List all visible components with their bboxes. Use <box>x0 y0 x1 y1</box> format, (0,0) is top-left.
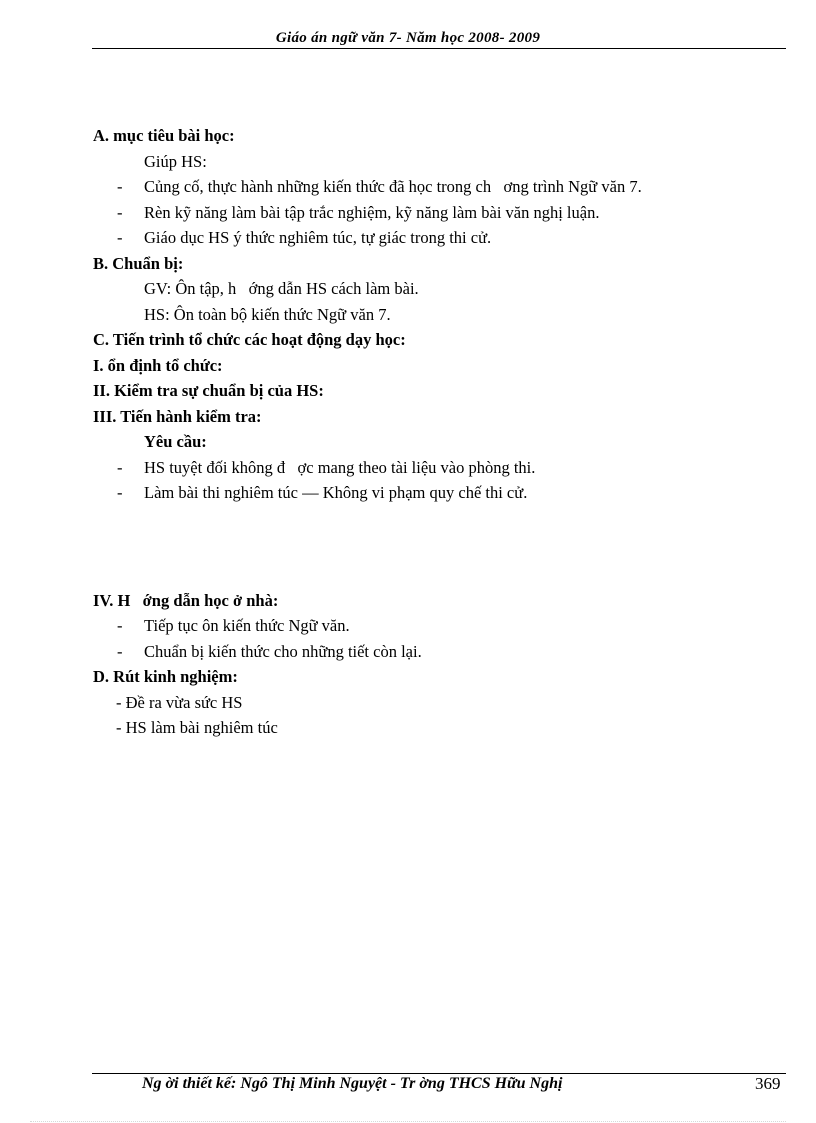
list-item: - Làm bài thi nghiêm túc — Không vi phạm quy chế thi cử. <box>117 483 528 502</box>
page-bottom-dotted-line <box>30 1121 786 1122</box>
list-item: - HS tuyệt đối không đ ợc mang theo tài liệu vào phòng thi. <box>117 457 536 477</box>
document-body <box>93 123 773 741</box>
list-item: - Chuẩn bị kiến thức cho những tiết còn lại. <box>117 641 422 661</box>
list-item-text: Giáo dục HS ý thức nghiêm túc, tự giác trong thi cử. <box>144 228 492 247</box>
list-item-text: Rèn kỹ năng làm bài tập trắc nghiệm, kỹ năng làm bài văn nghị luận. <box>144 202 600 222</box>
list-item-text: Củng cố, thực hành những kiến thức đã học trong ch ơng trình Ngữ văn 7. <box>144 177 642 196</box>
page-number: 369 <box>755 1074 781 1093</box>
section-b-gv: GV: Ôn tập, h ớng dẫn HS cách làm bài. <box>144 279 419 298</box>
list-item: - HS làm bài nghiêm túc <box>116 718 278 737</box>
list-item: - Củng cố, thực hành những kiến thức đã học trong ch ơng trình Ngữ văn 7. <box>117 177 642 196</box>
header-rule <box>92 48 786 49</box>
list-item: - Đề ra vừa sức HS <box>116 692 243 712</box>
list-item-text: Làm bài thi nghiêm túc — Không vi phạm quy chế thi cử. <box>144 483 528 502</box>
spacer <box>93 506 773 588</box>
page-header-title: Giáo án ngữ văn 7- Năm học 2008- 2009 <box>275 30 541 46</box>
section-c-iii: III. Tiến hành kiểm tra: <box>93 406 262 426</box>
section-c-i: I. ổn định tổ chức: <box>93 355 223 375</box>
list-item: - Rèn kỹ năng làm bài tập trắc nghiệm, kỹ năng làm bài văn nghị luận. <box>117 202 600 222</box>
section-a-intro: Giúp HS: <box>144 151 207 171</box>
list-item-text: HS tuyệt đối không đ ợc mang theo tài liệu vào phòng thi. <box>144 457 536 477</box>
list-item: - Giáo dục HS ý thức nghiêm túc, tự giác trong thi cử. <box>117 228 492 247</box>
footer-author: Ng ời thiết kế: Ngô Thị Minh Nguyệt - Tr ờng THCS Hữu Nghị <box>142 1075 563 1092</box>
section-c-iv: IV. H ớng dẫn học ở nhà: <box>93 590 279 610</box>
requirement-label: Yêu cầu: <box>144 432 207 451</box>
list-item: - Tiếp tục ôn kiến thức Ngữ văn. <box>117 616 350 635</box>
list-item-text: Tiếp tục ôn kiến thức Ngữ văn. <box>144 616 350 635</box>
section-c-heading: C. Tiến trình tổ chức các hoạt động dạy học: <box>93 330 406 349</box>
section-d-heading: D. Rút kinh nghiệm: <box>93 667 238 686</box>
footer-rule <box>92 1073 786 1074</box>
section-b-hs: HS: Ôn toàn bộ kiến thức Ngữ văn 7. <box>144 304 391 324</box>
list-item-text: Chuẩn bị kiến thức cho những tiết còn lại. <box>144 641 422 661</box>
section-a-heading: A. mục tiêu bài học: <box>93 126 235 145</box>
section-b-heading: B. Chuẩn bị: <box>93 253 184 273</box>
section-c-ii: II. Kiểm tra sự chuẩn bị của HS: <box>93 381 324 400</box>
